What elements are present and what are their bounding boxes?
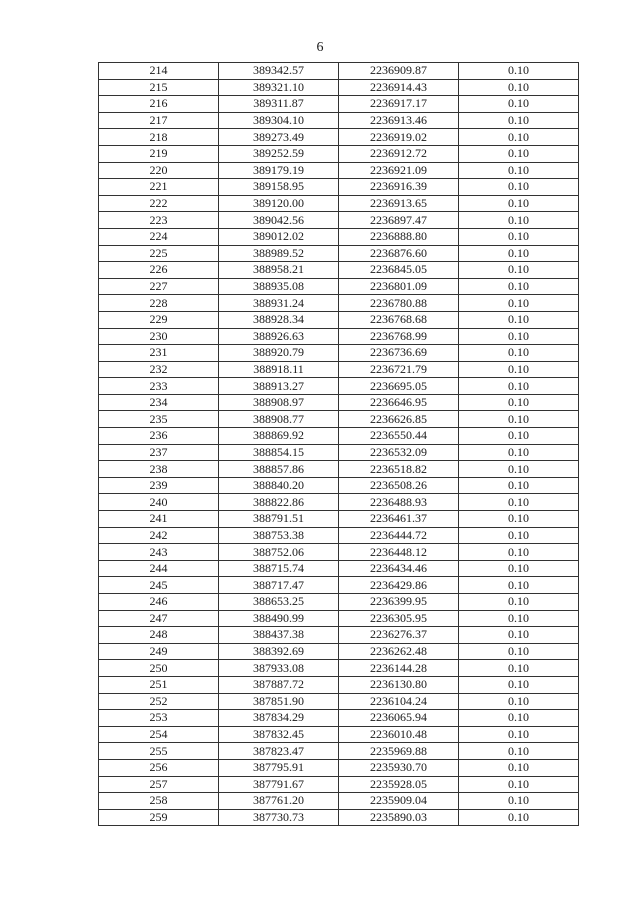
x-coordinate-cell: 389321.10 (219, 79, 339, 96)
accuracy-cell: 0.10 (459, 660, 579, 677)
point-number-cell: 214 (99, 63, 219, 80)
accuracy-cell: 0.10 (459, 145, 579, 162)
y-coordinate-cell: 2236550.44 (339, 428, 459, 445)
table-row (99, 145, 579, 162)
y-coordinate-cell: 2236448.12 (339, 544, 459, 561)
accuracy-cell: 0.10 (459, 759, 579, 776)
accuracy-cell: 0.10 (459, 494, 579, 511)
y-coordinate-cell: 2236130.80 (339, 676, 459, 693)
y-coordinate-cell: 2236626.85 (339, 411, 459, 428)
x-coordinate-cell: 388926.63 (219, 328, 339, 345)
y-coordinate-cell: 2236305.95 (339, 610, 459, 627)
table-row (99, 378, 579, 395)
table-row (99, 610, 579, 627)
x-coordinate-cell: 389012.02 (219, 228, 339, 245)
y-coordinate-cell: 2236646.95 (339, 394, 459, 411)
y-coordinate-cell: 2236065.94 (339, 710, 459, 727)
accuracy-cell: 0.10 (459, 461, 579, 478)
point-number-cell: 224 (99, 228, 219, 245)
x-coordinate-cell: 388752.06 (219, 544, 339, 561)
y-coordinate-cell: 2236434.46 (339, 560, 459, 577)
point-number-cell: 218 (99, 129, 219, 146)
table-row (99, 594, 579, 611)
y-coordinate-cell: 2235930.70 (339, 759, 459, 776)
accuracy-cell: 0.10 (459, 129, 579, 146)
x-coordinate-cell: 388931.24 (219, 295, 339, 312)
point-number-cell: 249 (99, 643, 219, 660)
x-coordinate-cell: 389311.87 (219, 96, 339, 113)
point-number-cell: 236 (99, 428, 219, 445)
point-number-cell: 222 (99, 195, 219, 212)
table-row (99, 494, 579, 511)
table-row (99, 428, 579, 445)
point-number-cell: 241 (99, 511, 219, 528)
table-row (99, 228, 579, 245)
table-row (99, 577, 579, 594)
point-number-cell: 220 (99, 162, 219, 179)
y-coordinate-cell: 2236768.99 (339, 328, 459, 345)
accuracy-cell: 0.10 (459, 610, 579, 627)
y-coordinate-cell: 2236913.46 (339, 112, 459, 129)
accuracy-cell: 0.10 (459, 527, 579, 544)
table-row (99, 328, 579, 345)
x-coordinate-cell: 387834.29 (219, 710, 339, 727)
point-number-cell: 238 (99, 461, 219, 478)
x-coordinate-cell: 388869.92 (219, 428, 339, 445)
accuracy-cell: 0.10 (459, 627, 579, 644)
point-number-cell: 226 (99, 262, 219, 279)
accuracy-cell: 0.10 (459, 594, 579, 611)
point-number-cell: 240 (99, 494, 219, 511)
point-number-cell: 247 (99, 610, 219, 627)
accuracy-cell: 0.10 (459, 162, 579, 179)
point-number-cell: 229 (99, 311, 219, 328)
y-coordinate-cell: 2236888.80 (339, 228, 459, 245)
accuracy-cell: 0.10 (459, 245, 579, 262)
point-number-cell: 258 (99, 793, 219, 810)
table-row (99, 560, 579, 577)
table-row (99, 394, 579, 411)
x-coordinate-cell: 387795.91 (219, 759, 339, 776)
table-row (99, 776, 579, 793)
accuracy-cell: 0.10 (459, 726, 579, 743)
accuracy-cell: 0.10 (459, 793, 579, 810)
table-row (99, 278, 579, 295)
accuracy-cell: 0.10 (459, 477, 579, 494)
x-coordinate-cell: 387823.47 (219, 743, 339, 760)
point-number-cell: 216 (99, 96, 219, 113)
point-number-cell: 246 (99, 594, 219, 611)
x-coordinate-cell: 388857.86 (219, 461, 339, 478)
x-coordinate-cell: 388958.21 (219, 262, 339, 279)
point-number-cell: 256 (99, 759, 219, 776)
y-coordinate-cell: 2236845.05 (339, 262, 459, 279)
point-number-cell: 228 (99, 295, 219, 312)
table-row (99, 461, 579, 478)
table-row (99, 311, 579, 328)
x-coordinate-cell: 387730.73 (219, 809, 339, 826)
x-coordinate-cell: 389042.56 (219, 212, 339, 229)
point-number-cell: 227 (99, 278, 219, 295)
x-coordinate-cell: 388822.86 (219, 494, 339, 511)
table-row (99, 411, 579, 428)
table-row (99, 195, 579, 212)
point-number-cell: 254 (99, 726, 219, 743)
table-row (99, 112, 579, 129)
accuracy-cell: 0.10 (459, 776, 579, 793)
x-coordinate-cell: 388935.08 (219, 278, 339, 295)
accuracy-cell: 0.10 (459, 212, 579, 229)
point-number-cell: 252 (99, 693, 219, 710)
y-coordinate-cell: 2236912.72 (339, 145, 459, 162)
point-number-cell: 231 (99, 345, 219, 362)
accuracy-cell: 0.10 (459, 411, 579, 428)
x-coordinate-cell: 389179.19 (219, 162, 339, 179)
point-number-cell: 245 (99, 577, 219, 594)
table-row (99, 527, 579, 544)
x-coordinate-cell: 388908.77 (219, 411, 339, 428)
y-coordinate-cell: 2236721.79 (339, 361, 459, 378)
point-number-cell: 233 (99, 378, 219, 395)
x-coordinate-cell: 389342.57 (219, 63, 339, 80)
x-coordinate-cell: 388854.15 (219, 444, 339, 461)
y-coordinate-cell: 2236444.72 (339, 527, 459, 544)
table-row (99, 129, 579, 146)
y-coordinate-cell: 2235909.04 (339, 793, 459, 810)
accuracy-cell: 0.10 (459, 96, 579, 113)
point-number-cell: 239 (99, 477, 219, 494)
x-coordinate-cell: 388437.38 (219, 627, 339, 644)
y-coordinate-cell: 2236736.69 (339, 345, 459, 362)
y-coordinate-cell: 2236876.60 (339, 245, 459, 262)
x-coordinate-cell: 388715.74 (219, 560, 339, 577)
table-row (99, 660, 579, 677)
y-coordinate-cell: 2236508.26 (339, 477, 459, 494)
y-coordinate-cell: 2236909.87 (339, 63, 459, 80)
accuracy-cell: 0.10 (459, 560, 579, 577)
table-row (99, 544, 579, 561)
point-number-cell: 237 (99, 444, 219, 461)
point-number-cell: 221 (99, 179, 219, 196)
point-number-cell: 259 (99, 809, 219, 826)
table-row (99, 710, 579, 727)
accuracy-cell: 0.10 (459, 676, 579, 693)
accuracy-cell: 0.10 (459, 394, 579, 411)
table-row (99, 96, 579, 113)
y-coordinate-cell: 2236916.39 (339, 179, 459, 196)
x-coordinate-cell: 389304.10 (219, 112, 339, 129)
y-coordinate-cell: 2236399.95 (339, 594, 459, 611)
point-number-cell: 243 (99, 544, 219, 561)
accuracy-cell: 0.10 (459, 743, 579, 760)
point-number-cell: 244 (99, 560, 219, 577)
x-coordinate-cell: 388989.52 (219, 245, 339, 262)
x-coordinate-cell: 388908.97 (219, 394, 339, 411)
page-number: 6 (316, 40, 324, 55)
table-row (99, 245, 579, 262)
accuracy-cell: 0.10 (459, 328, 579, 345)
x-coordinate-cell: 388928.34 (219, 311, 339, 328)
accuracy-cell: 0.10 (459, 544, 579, 561)
y-coordinate-cell: 2235928.05 (339, 776, 459, 793)
table-row (99, 759, 579, 776)
x-coordinate-cell: 388753.38 (219, 527, 339, 544)
accuracy-cell: 0.10 (459, 112, 579, 129)
point-number-cell: 242 (99, 527, 219, 544)
y-coordinate-cell: 2236010.48 (339, 726, 459, 743)
y-coordinate-cell: 2236914.43 (339, 79, 459, 96)
point-number-cell: 232 (99, 361, 219, 378)
table-row (99, 162, 579, 179)
table-row (99, 643, 579, 660)
table-row (99, 262, 579, 279)
x-coordinate-cell: 389273.49 (219, 129, 339, 146)
point-number-cell: 217 (99, 112, 219, 129)
y-coordinate-cell: 2236429.86 (339, 577, 459, 594)
y-coordinate-cell: 2235969.88 (339, 743, 459, 760)
table-row (99, 345, 579, 362)
coordinates-table (98, 62, 579, 826)
accuracy-cell: 0.10 (459, 79, 579, 96)
point-number-cell: 230 (99, 328, 219, 345)
y-coordinate-cell: 2236919.02 (339, 129, 459, 146)
accuracy-cell: 0.10 (459, 295, 579, 312)
x-coordinate-cell: 388717.47 (219, 577, 339, 594)
table-row (99, 179, 579, 196)
x-coordinate-cell: 389252.59 (219, 145, 339, 162)
point-number-cell: 251 (99, 676, 219, 693)
accuracy-cell: 0.10 (459, 345, 579, 362)
point-number-cell: 234 (99, 394, 219, 411)
x-coordinate-cell: 388653.25 (219, 594, 339, 611)
point-number-cell: 253 (99, 710, 219, 727)
table-row (99, 295, 579, 312)
accuracy-cell: 0.10 (459, 577, 579, 594)
accuracy-cell: 0.10 (459, 511, 579, 528)
y-coordinate-cell: 2236921.09 (339, 162, 459, 179)
x-coordinate-cell: 387887.72 (219, 676, 339, 693)
accuracy-cell: 0.10 (459, 311, 579, 328)
x-coordinate-cell: 387933.08 (219, 660, 339, 677)
table-row (99, 676, 579, 693)
accuracy-cell: 0.10 (459, 228, 579, 245)
accuracy-cell: 0.10 (459, 179, 579, 196)
accuracy-cell: 0.10 (459, 195, 579, 212)
y-coordinate-cell: 2236461.37 (339, 511, 459, 528)
table-row (99, 693, 579, 710)
y-coordinate-cell: 2236897.47 (339, 212, 459, 229)
x-coordinate-cell: 388392.69 (219, 643, 339, 660)
y-coordinate-cell: 2235890.03 (339, 809, 459, 826)
y-coordinate-cell: 2236695.05 (339, 378, 459, 395)
table-row (99, 444, 579, 461)
y-coordinate-cell: 2236488.93 (339, 494, 459, 511)
table-row (99, 627, 579, 644)
table-row (99, 212, 579, 229)
y-coordinate-cell: 2236276.37 (339, 627, 459, 644)
table-row (99, 743, 579, 760)
x-coordinate-cell: 387832.45 (219, 726, 339, 743)
table-row (99, 511, 579, 528)
y-coordinate-cell: 2236780.88 (339, 295, 459, 312)
table-row (99, 79, 579, 96)
point-number-cell: 223 (99, 212, 219, 229)
y-coordinate-cell: 2236518.82 (339, 461, 459, 478)
accuracy-cell: 0.10 (459, 262, 579, 279)
y-coordinate-cell: 2236801.09 (339, 278, 459, 295)
accuracy-cell: 0.10 (459, 63, 579, 80)
x-coordinate-cell: 388490.99 (219, 610, 339, 627)
x-coordinate-cell: 388920.79 (219, 345, 339, 362)
accuracy-cell: 0.10 (459, 428, 579, 445)
table-row (99, 361, 579, 378)
point-number-cell: 235 (99, 411, 219, 428)
point-number-cell: 255 (99, 743, 219, 760)
x-coordinate-cell: 388840.20 (219, 477, 339, 494)
table-row (99, 793, 579, 810)
accuracy-cell: 0.10 (459, 643, 579, 660)
y-coordinate-cell: 2236532.09 (339, 444, 459, 461)
table-row (99, 63, 579, 80)
x-coordinate-cell: 388791.51 (219, 511, 339, 528)
x-coordinate-cell: 387761.20 (219, 793, 339, 810)
point-number-cell: 257 (99, 776, 219, 793)
accuracy-cell: 0.10 (459, 693, 579, 710)
accuracy-cell: 0.10 (459, 710, 579, 727)
point-number-cell: 219 (99, 145, 219, 162)
x-coordinate-cell: 387851.90 (219, 693, 339, 710)
point-number-cell: 250 (99, 660, 219, 677)
point-number-cell: 225 (99, 245, 219, 262)
x-coordinate-cell: 387791.67 (219, 776, 339, 793)
x-coordinate-cell: 388913.27 (219, 378, 339, 395)
x-coordinate-cell: 389158.95 (219, 179, 339, 196)
point-number-cell: 215 (99, 79, 219, 96)
y-coordinate-cell: 2236262.48 (339, 643, 459, 660)
accuracy-cell: 0.10 (459, 809, 579, 826)
table-row (99, 477, 579, 494)
y-coordinate-cell: 2236144.28 (339, 660, 459, 677)
table-row (99, 726, 579, 743)
accuracy-cell: 0.10 (459, 444, 579, 461)
coordinates-table-body (99, 63, 579, 826)
table-row (99, 809, 579, 826)
x-coordinate-cell: 388918.11 (219, 361, 339, 378)
accuracy-cell: 0.10 (459, 361, 579, 378)
accuracy-cell: 0.10 (459, 278, 579, 295)
y-coordinate-cell: 2236768.68 (339, 311, 459, 328)
y-coordinate-cell: 2236917.17 (339, 96, 459, 113)
point-number-cell: 248 (99, 627, 219, 644)
accuracy-cell: 0.10 (459, 378, 579, 395)
x-coordinate-cell: 389120.00 (219, 195, 339, 212)
y-coordinate-cell: 2236913.65 (339, 195, 459, 212)
y-coordinate-cell: 2236104.24 (339, 693, 459, 710)
